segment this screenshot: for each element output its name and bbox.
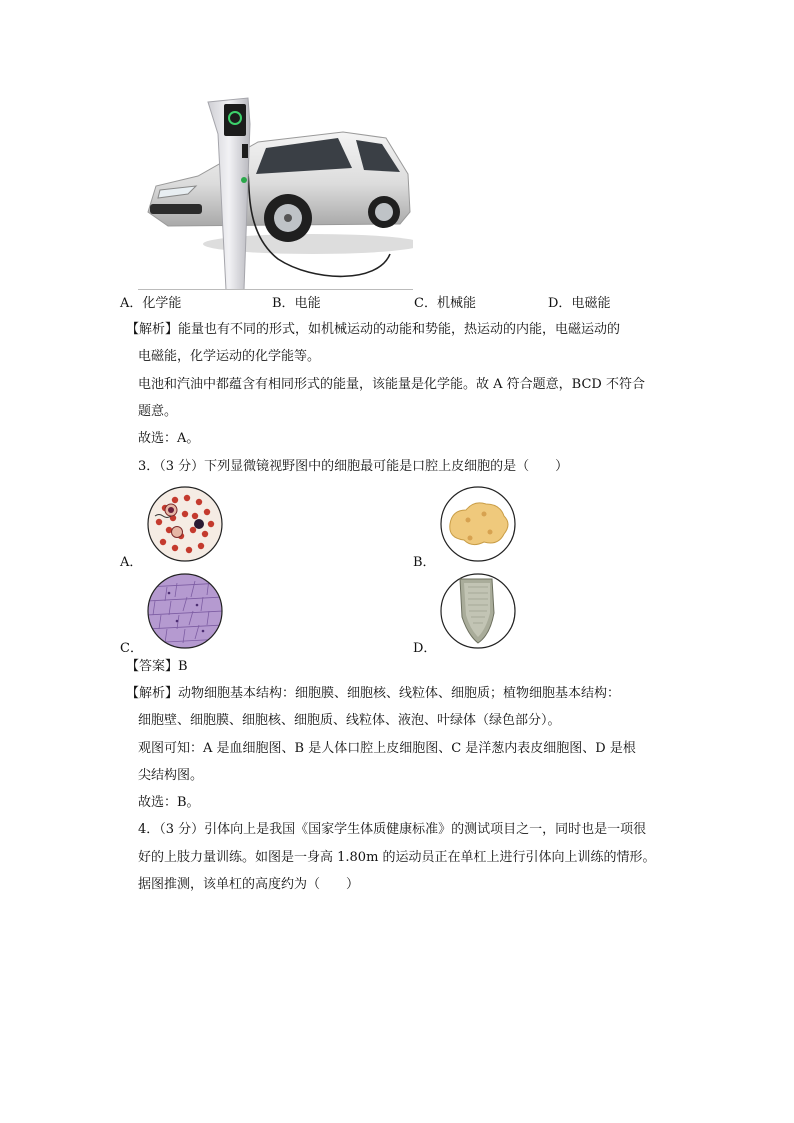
option-d-text: 电磁能: [571, 296, 611, 311]
root-tip-micrograph: [440, 573, 516, 653]
option-b-text: 电能: [294, 296, 321, 311]
q2-analysis-line-2: 电磁能，化学运动的化学能等。: [138, 349, 321, 364]
q3-analysis-line-5: 故选：B。: [138, 795, 200, 810]
blood-cells-micrograph: [147, 486, 223, 566]
q2-analysis-line-5: 故选：A。: [138, 431, 200, 446]
q3-analysis-line-2: 细胞壁、细胞膜、细胞核、细胞质、线粒体、液泡、叶绿体（绿色部分）。: [138, 713, 561, 728]
option-b-label: B．: [413, 555, 436, 570]
q2-analysis-line-4: 题意。: [138, 404, 178, 419]
option-a-text: 化学能: [142, 296, 182, 311]
option-d: D．电磁能: [548, 296, 611, 311]
option-c-text: 机械能: [436, 296, 476, 311]
q2-analysis-line-3: 电池和汽油中都蕴含有相同形式的能量，该能量是化学能。故 A 符合题意，BCD 不符合: [138, 377, 645, 392]
option-d-label: D．: [413, 641, 437, 656]
option-c: C．机械能: [414, 296, 476, 311]
cheek-epithelial-cells-micrograph: [440, 486, 516, 566]
onion-epidermis-micrograph: [147, 573, 223, 653]
q3-analysis-line-1: 【解析】动物细胞基本结构：细胞膜、细胞核、线粒体、细胞质；植物细胞基本结构：: [126, 686, 621, 701]
option-c-label: C．: [120, 641, 143, 656]
option-b: B．电能: [272, 296, 321, 311]
electric-car-charging-figure: [138, 94, 413, 290]
q2-analysis-line-1: 【解析】能量也有不同的形式，如机械运动的动能和势能，热运动的内能，电磁运动的: [126, 322, 621, 337]
q3-analysis-line-3: 观图可知：A 是血细胞图、B 是人体口腔上皮细胞图、C 是洋葱内表皮细胞图、D 是根: [138, 741, 636, 756]
option-a: A．化学能: [120, 296, 182, 311]
q4-line-1: 4．（3 分）引体向上是我国《国家学生体质健康标准》的测试项目之一，同时也是一项很: [138, 822, 647, 837]
q3-answer: 【答案】B: [126, 659, 188, 674]
q4-line-3: 据图推测，该单杠的高度约为（ ）: [138, 877, 360, 892]
q3-analysis-line-4: 尖结构图。: [138, 768, 204, 783]
figure-underline: [138, 289, 413, 290]
q4-line-2: 好的上肢力量训练。如图是一身高 1.80m 的运动员正在单杠上进行引体向上训练的情形。: [138, 850, 656, 865]
q3-question: 3．（3 分）下列显微镜视野图中的细胞最可能是口腔上皮细胞的是（ ）: [138, 459, 569, 474]
option-a-label: A．: [120, 555, 143, 570]
